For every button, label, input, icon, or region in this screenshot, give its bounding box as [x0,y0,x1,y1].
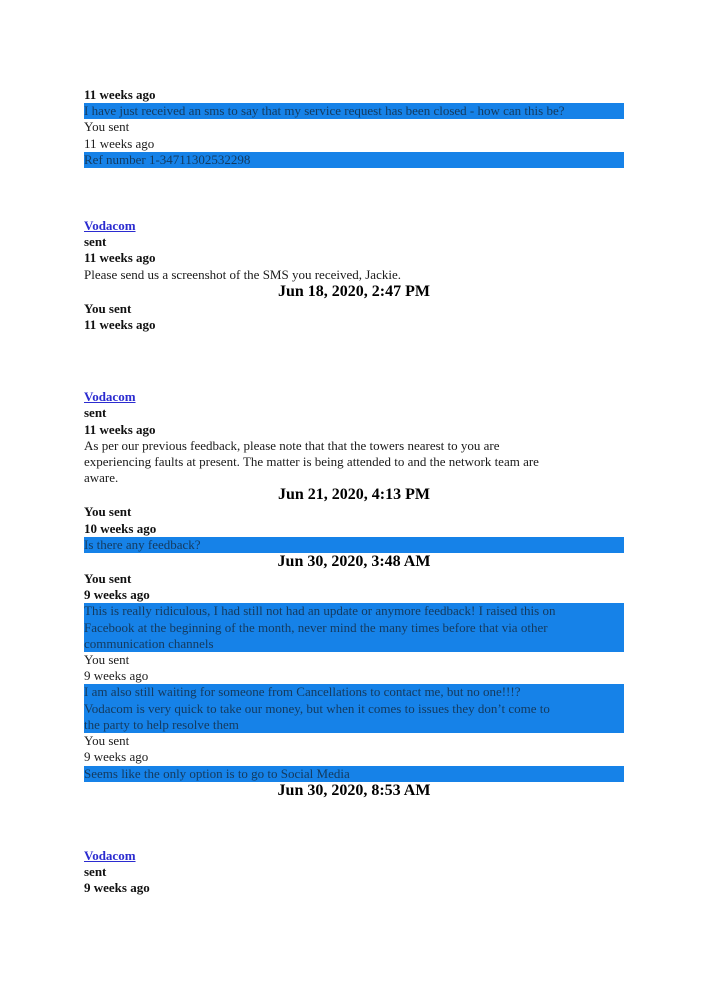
message-line: the party to help resolve them [84,716,239,732]
message-line: experiencing faults at present. The matter is being attended to and the network team are [84,454,539,470]
sender-status-label: You sent [84,300,132,316]
message-line: I have just received an sms to say that my service request has been closed - how can this be? [84,103,565,119]
timestamp-label: 11 weeks ago [84,250,156,266]
blank-gap [84,333,624,389]
message-highlighted [84,603,624,652]
message-line: Please send us a screenshot of the SMS you received, Jackie. [84,266,401,282]
date-separator: Jun 18, 2020, 2:47 PM [278,282,430,300]
date-separator: Jun 21, 2020, 4:13 PM [278,486,430,504]
vodacom-link[interactable]: Vodacom [84,218,136,234]
sender-status-label: sent [84,863,107,879]
message-line: As per our previous feedback, please note that that the towers nearest to you are [84,437,500,453]
sender-line [84,218,624,234]
sender-line [84,848,624,864]
vodacom-link[interactable]: Vodacom [84,847,136,863]
timestamp-label: 9 weeks ago [84,668,149,684]
blank-gap [84,800,624,848]
timestamp-label: 10 weeks ago [84,520,157,536]
sender-status-label: sent [84,234,107,250]
message-highlighted [84,766,624,782]
date-separator: Jun 30, 2020, 3:48 AM [277,553,431,571]
message-line: I am also still waiting for someone from Cancellations to contact me, but no one!!!? [84,684,521,700]
message-line: Seems like the only option is to go to Social Media [84,765,350,781]
timestamp-label: 11 weeks ago [84,421,156,437]
sender-status-label: You sent [84,652,130,668]
timestamp-label: 9 weeks ago [84,880,150,896]
sender-status-label: sent [84,405,107,421]
message-line: communication channels [84,635,214,651]
sender-status-label: You sent [84,733,130,749]
timestamp-label: 11 weeks ago [84,135,155,151]
sender-status-label: You sent [84,119,130,135]
vodacom-link[interactable]: Vodacom [84,389,136,405]
timestamp-label: 11 weeks ago [84,87,156,102]
message-highlighted [84,103,624,119]
message-line: aware. [84,470,119,486]
message-text [84,438,624,487]
message-text [84,267,624,283]
message-line: Ref number 1-34711302532298 [84,151,251,167]
message-highlighted [84,152,624,168]
message-line: Is there any feedback? [84,536,201,552]
date-separator: Jun 30, 2020, 8:53 AM [277,781,431,799]
sender-status-label: You sent [84,504,132,520]
message-highlighted [84,684,624,733]
blank-gap [84,168,624,218]
message-line: Vodacom is very quick to take our money, but when it comes to issues they don’t come to [84,700,550,716]
sender-line [84,389,624,405]
conversation [84,87,624,896]
timestamp-label: 9 weeks ago [84,587,150,603]
message-highlighted [84,537,624,553]
timestamp-label: 9 weeks ago [84,749,149,765]
sender-status-label: You sent [84,571,132,587]
message-line: This is really ridiculous, I had still not had an update or anymore feedback! I raised this on [84,603,556,619]
message-line: Facebook at the beginning of the month, never mind the many times before that via other [84,619,548,635]
timestamp-label: 11 weeks ago [84,317,156,333]
